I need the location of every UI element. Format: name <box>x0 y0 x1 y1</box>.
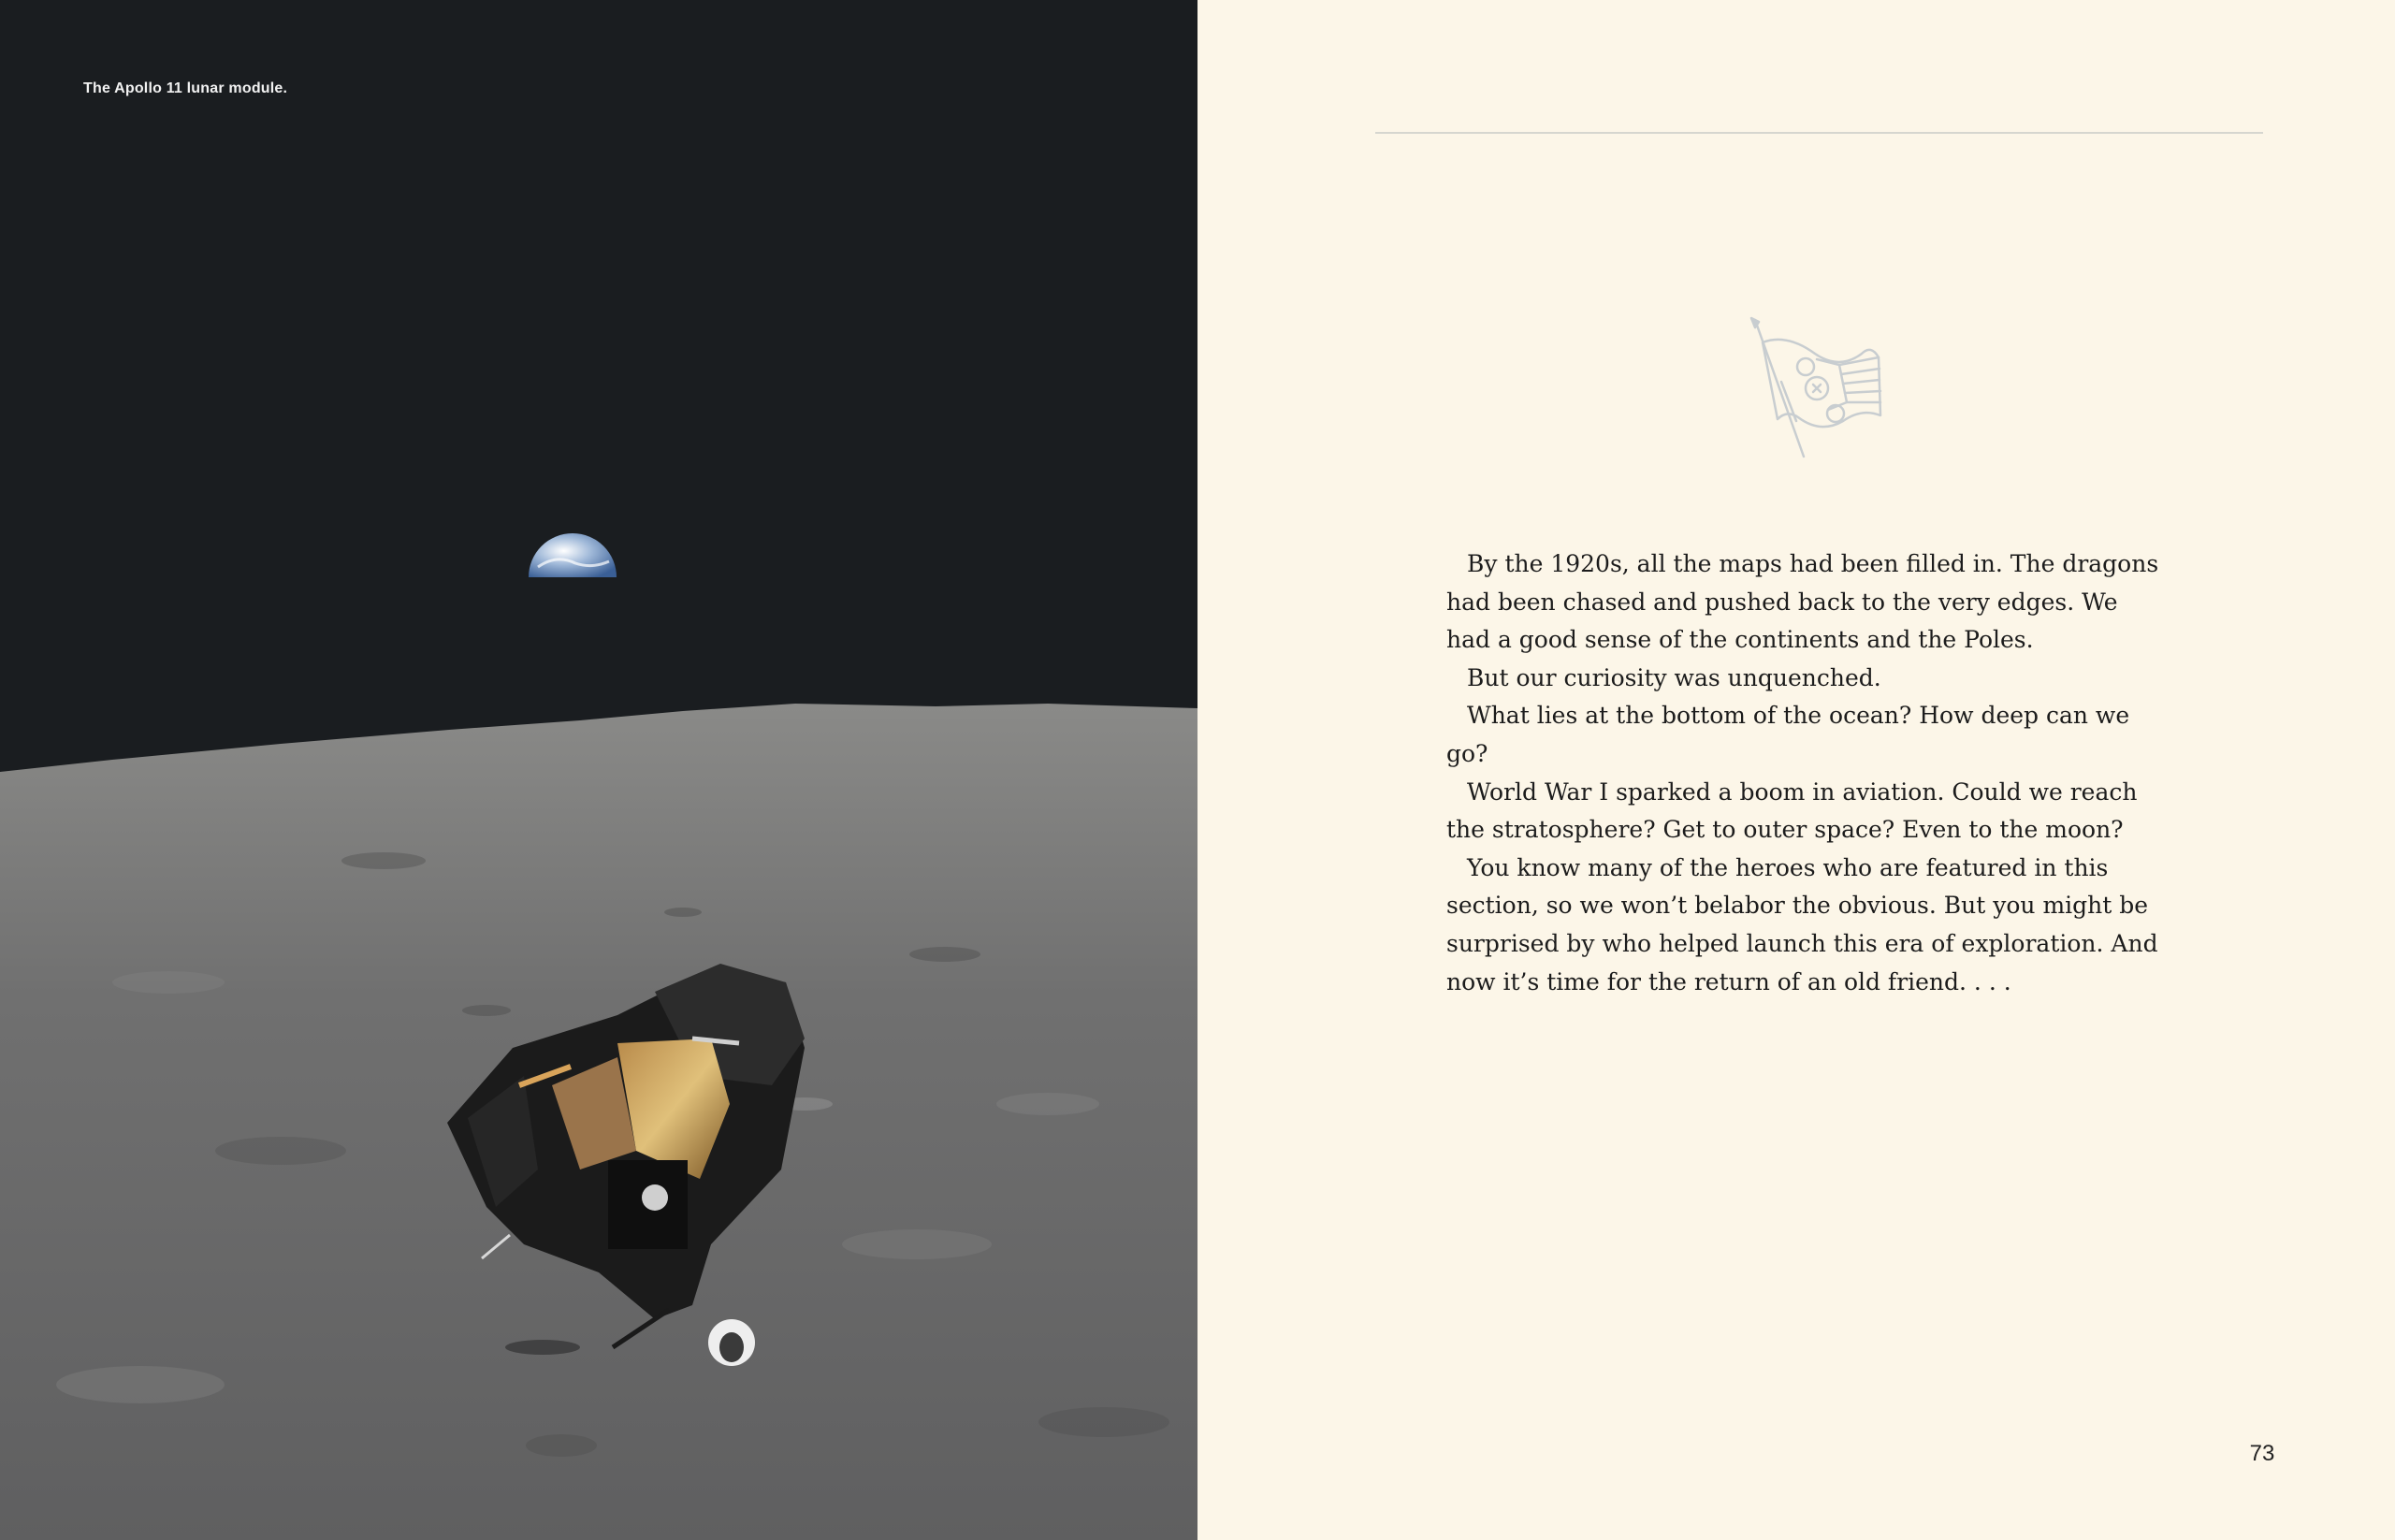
paragraph-3: What lies at the bottom of the ocean? How deep can we go? <box>1446 702 2130 767</box>
header-rule <box>1375 132 2263 134</box>
paragraph-5: You know many of the heroes who are featured in this section, so we won’t belabor the obvious. But you might be surprised by who helped launch this era of exploration. And now it’s time for the return of an old friend. . . . <box>1446 853 2158 995</box>
body-text <box>1446 545 2167 1001</box>
text-page <box>1198 0 2395 1540</box>
paragraph-2: But our curiosity was unquenched. <box>1467 663 1881 691</box>
page-number: 73 <box>2249 1441 2275 1466</box>
page-number-wrapper <box>1198 1441 2275 1467</box>
paragraph-1: By the 1920s, all the maps had been filled in. The dragons had been chased and pushed back to the very edges. We had a good sense of the continents and the Poles. <box>1446 550 2159 654</box>
flag-icon <box>1749 316 1890 466</box>
paragraph-4: World War I sparked a boom in aviation. Could we reach the stratosphere? Get to outer space? Even to the moon? <box>1446 777 2138 844</box>
photo-caption: The Apollo 11 lunar module. <box>83 80 288 96</box>
